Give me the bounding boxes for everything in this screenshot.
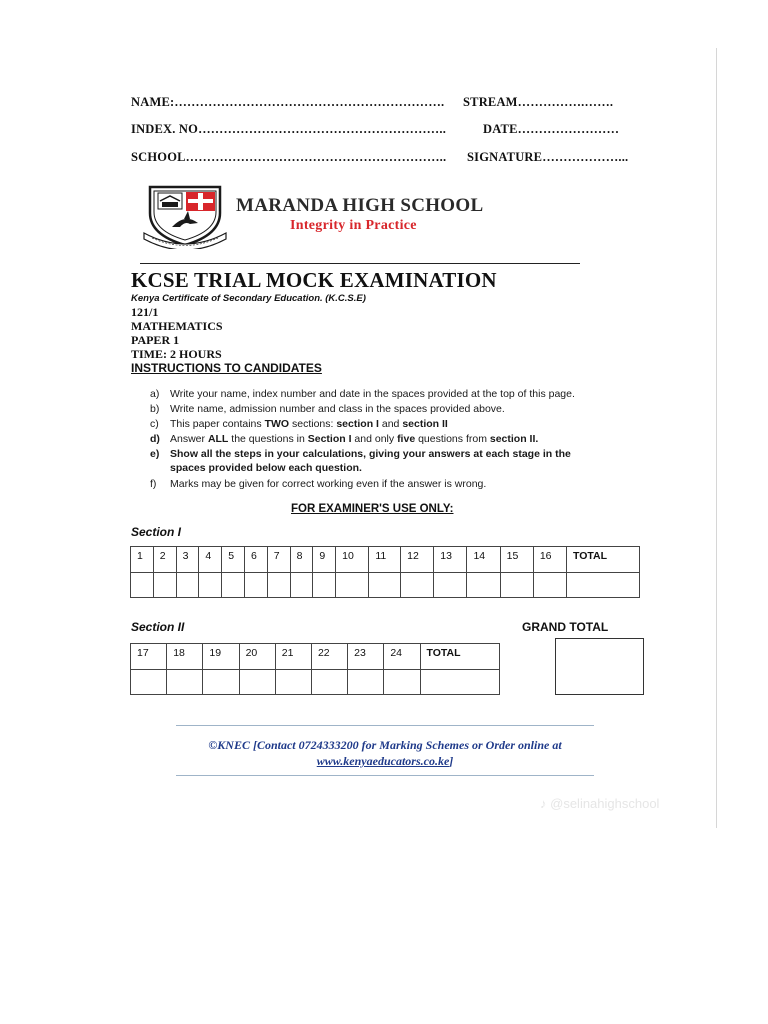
- instruction-text: and only: [351, 433, 398, 445]
- school-name: MARANDA HIGH SCHOOL: [236, 195, 484, 216]
- score-entry-cell[interactable]: [566, 573, 639, 598]
- subject-name: MATHEMATICS: [131, 319, 223, 333]
- table-header-row: [131, 644, 500, 670]
- table-header-cell: 3: [176, 547, 199, 573]
- instruction-item: [150, 448, 571, 460]
- instruction-emphasis: section II.: [489, 433, 539, 445]
- score-entry-cell[interactable]: [533, 573, 566, 598]
- table-header-cell: TOTAL: [420, 644, 500, 670]
- signature-field-line: SIGNATURE………………...: [467, 150, 629, 164]
- score-entry-cell[interactable]: [222, 573, 245, 598]
- footer-top-rule: [176, 725, 594, 726]
- score-entry-cell[interactable]: [153, 573, 176, 598]
- score-entry-cell[interactable]: [244, 573, 267, 598]
- score-entry-cell[interactable]: [199, 573, 222, 598]
- score-entry-cell[interactable]: [267, 573, 290, 598]
- instruction-item: [150, 388, 575, 400]
- name-field-line: NAME:……………………………………………………….: [131, 95, 445, 109]
- table-header-row: [131, 547, 640, 573]
- footer-website-link[interactable]: www.kenyaeducators.co.ke: [316, 754, 450, 768]
- table-header-cell: 18: [167, 644, 203, 670]
- table-header-cell: 7: [267, 547, 290, 573]
- instruction-emphasis: section I: [336, 418, 379, 430]
- footer-contact: [176, 737, 594, 769]
- instruction-text: Write name, admission number and class in the spaces provided above.: [170, 403, 505, 415]
- table-entry-row: [131, 573, 640, 598]
- table-entry-row: [131, 670, 500, 695]
- score-entry-cell[interactable]: [131, 573, 154, 598]
- footer-link-line: [176, 753, 594, 769]
- school-motto: Integrity in Practice: [290, 218, 417, 233]
- table-header-cell: 6: [244, 547, 267, 573]
- instruction-key: b): [150, 403, 160, 415]
- section-1-marks-table: [130, 546, 640, 598]
- footer-bracket: ]: [449, 754, 454, 768]
- table-header-cell: 13: [434, 547, 467, 573]
- footer-contact-text: ©KNEC [Contact 0724333200 for Marking Schemes or Order online at: [208, 738, 562, 752]
- instruction-text: questions from: [415, 433, 490, 445]
- page-edge-line: [716, 48, 717, 828]
- table-header-cell: 20: [239, 644, 275, 670]
- table-header-cell: 12: [401, 547, 434, 573]
- time-allowed: TIME: 2 HOURS: [131, 347, 222, 361]
- paper-code: 121/1: [131, 305, 159, 319]
- score-entry-cell[interactable]: [313, 573, 336, 598]
- instruction-item: [150, 403, 505, 415]
- instruction-text: This paper contains: [170, 418, 265, 430]
- instruction-item: [150, 418, 448, 430]
- instruction-key: e): [150, 448, 160, 460]
- instructions-heading: INSTRUCTIONS TO CANDIDATES: [131, 361, 322, 375]
- score-entry-cell[interactable]: [311, 670, 347, 695]
- score-entry-cell[interactable]: [131, 670, 167, 695]
- table-header-cell: 4: [199, 547, 222, 573]
- score-entry-cell[interactable]: [176, 573, 199, 598]
- table-header-cell: 19: [203, 644, 239, 670]
- score-entry-cell[interactable]: [348, 670, 384, 695]
- exam-subtitle: Kenya Certificate of Secondary Education. (K.C.S.E): [131, 293, 366, 304]
- grand-total-label: GRAND TOTAL: [522, 620, 609, 634]
- table-header-cell: 9: [313, 547, 336, 573]
- table-header-cell: 8: [290, 547, 313, 573]
- instruction-key: c): [150, 418, 159, 430]
- instruction-emphasis: section II: [402, 418, 448, 430]
- instruction-key: f): [150, 478, 157, 490]
- instruction-item: [150, 433, 538, 445]
- score-entry-cell[interactable]: [420, 670, 500, 695]
- score-entry-cell[interactable]: [239, 670, 275, 695]
- footer-bottom-rule: [176, 775, 594, 776]
- school-field-line: SCHOOL……………………………………………………..: [131, 150, 447, 164]
- instruction-text: Write your name, index number and date in the spaces provided at the top of this page.: [170, 388, 575, 400]
- table-header-cell: 5: [222, 547, 245, 573]
- instruction-text: Show all the steps in your calculations, giving your answers at each stage in the: [170, 448, 571, 460]
- score-entry-cell[interactable]: [467, 573, 500, 598]
- table-header-cell: 24: [384, 644, 420, 670]
- instruction-item: [150, 478, 486, 490]
- tiktok-icon: ♪: [540, 796, 547, 811]
- watermark: [540, 796, 659, 811]
- index-field-line: INDEX. NO…………………………………………………..: [131, 122, 447, 136]
- table-header-cell: 1: [131, 547, 154, 573]
- instruction-emphasis: ALL: [207, 433, 229, 445]
- score-entry-cell[interactable]: [384, 670, 420, 695]
- instruction-text: Marks may be given for correct working even if the answer is wrong.: [170, 478, 487, 490]
- instruction-emphasis: five: [397, 433, 416, 445]
- examiner-heading: FOR EXAMINER'S USE ONLY:: [291, 503, 454, 515]
- instruction-text: the questions in: [228, 433, 308, 445]
- score-entry-cell[interactable]: [369, 573, 401, 598]
- paper-number: PAPER 1: [131, 333, 180, 347]
- score-entry-cell[interactable]: [401, 573, 434, 598]
- section-2-marks-table: [130, 643, 500, 695]
- score-entry-cell[interactable]: [275, 670, 311, 695]
- section-1-label: Section I: [131, 525, 182, 539]
- instruction-text: and: [378, 418, 403, 430]
- table-header-cell: TOTAL: [566, 547, 639, 573]
- instruction-text: Answer: [170, 433, 208, 445]
- instruction-key: a): [150, 388, 160, 400]
- instruction-emphasis: TWO: [264, 418, 290, 430]
- exam-title: KCSE TRIAL MOCK EXAMINATION: [131, 268, 497, 292]
- table-header-cell: 11: [369, 547, 401, 573]
- instruction-item-continuation: [170, 462, 362, 474]
- score-entry-cell[interactable]: [167, 670, 203, 695]
- table-header-cell: 14: [467, 547, 500, 573]
- instruction-emphasis: Section I: [307, 433, 352, 445]
- header-divider: [140, 263, 580, 264]
- school-crest-logo: [140, 183, 230, 249]
- section-2-label: Section II: [131, 620, 185, 634]
- table-header-cell: 16: [533, 547, 566, 573]
- table-header-cell: 22: [311, 644, 347, 670]
- table-header-cell: 2: [153, 547, 176, 573]
- instruction-text: spaces provided below each question.: [170, 462, 362, 474]
- instruction-text: sections:: [289, 418, 337, 430]
- score-entry-cell[interactable]: [336, 573, 369, 598]
- grand-total-box[interactable]: [555, 638, 644, 695]
- score-entry-cell[interactable]: [434, 573, 467, 598]
- table-header-cell: 21: [275, 644, 311, 670]
- score-entry-cell[interactable]: [500, 573, 533, 598]
- stream-field-line: STREAM…………….…….: [463, 95, 614, 109]
- score-entry-cell[interactable]: [290, 573, 313, 598]
- table-header-cell: 17: [131, 644, 167, 670]
- table-header-cell: 15: [500, 547, 533, 573]
- instruction-key: d): [150, 433, 160, 445]
- watermark-text: @selinahighschool: [550, 796, 660, 811]
- table-header-cell: 23: [348, 644, 384, 670]
- table-header-cell: 10: [336, 547, 369, 573]
- score-entry-cell[interactable]: [203, 670, 239, 695]
- date-field-line: DATE……………………: [483, 122, 620, 136]
